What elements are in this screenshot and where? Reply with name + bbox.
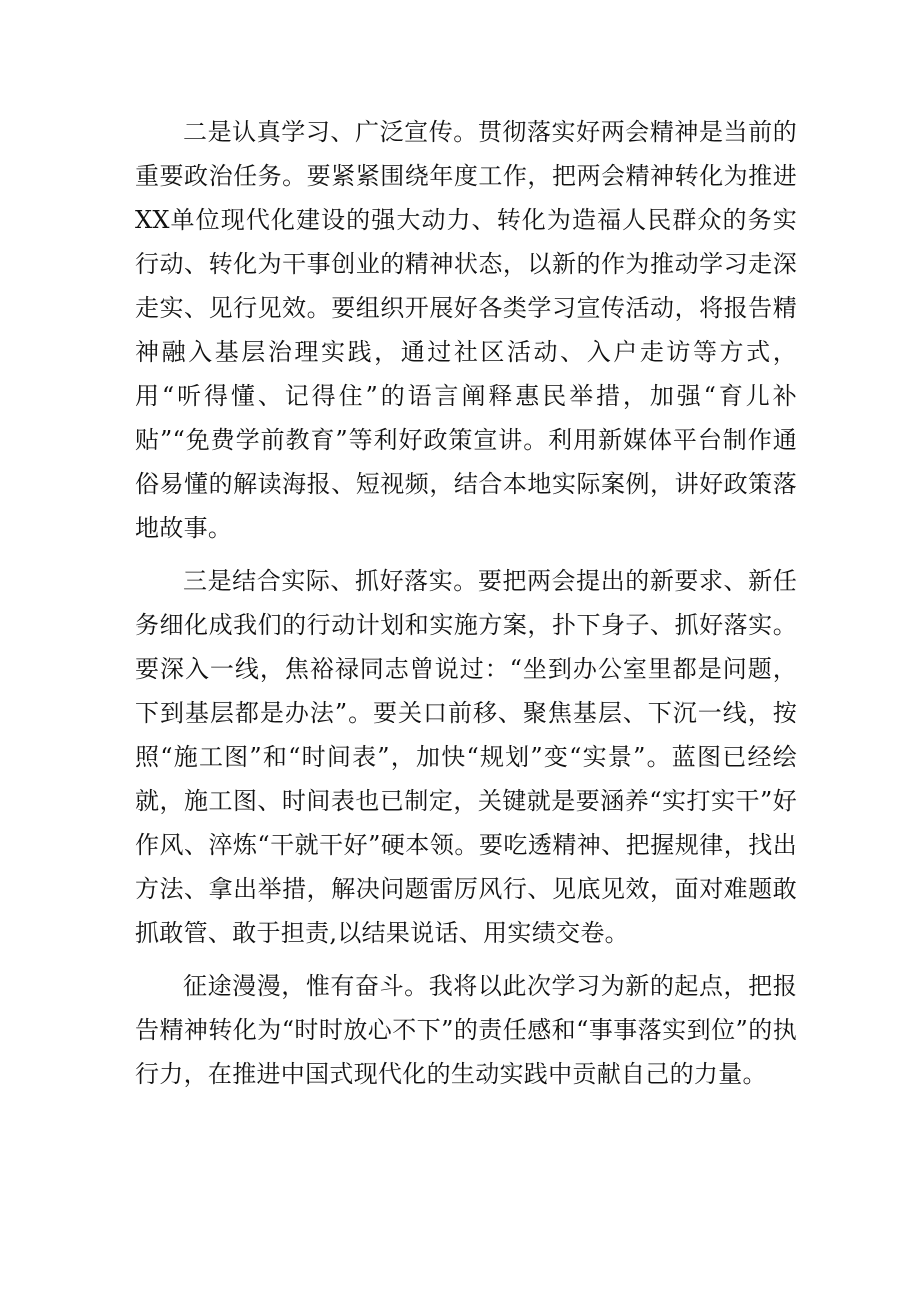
document-body bbox=[135, 110, 797, 1105]
paragraph-conclusion: 征途漫漫，惟有奋斗。我将以此次学习为新的起点，把报告精神转化为“时时放心不下”的责任感和“事事落实到位”的执行力，在推进中国式现代化的生动实践中贡献自己的力量。 bbox=[135, 972, 797, 1088]
paragraph-implement: 三是结合实际、抓好落实。要把两会提出的新要求、新任务细化成我们的行动计划和实施方案，扑下身子、抓好落实。要深入一线，焦裕禄同志曾说过：“坐到办公室里都是问题，下到基层都是办法”。要关口前移、聚焦基层、下沉一线，按照“施工图”和“时间表”，加快“规划”变“实景”。蓝图已经绘就，施工图、时间表也已制定，关键就是要涵养“实打实干”好作风、淬炼“干就干好”硬本领。要吃透精神、把握规律，找出方法、拿出举措，解决问题雷厉风行、见底见效，面对难题敢抓敢管、敢于担责,以结果说话、用实绩交卷。 bbox=[135, 567, 797, 947]
paragraph-study-publicize: 二是认真学习、广泛宣传。贯彻落实好两会精神是当前的重要政治任务。要紧紧围绕年度工作，把两会精神转化为推进XX单位现代化建设的强大动力、转化为造福人民群众的务实行动、转化为干事创业的精神状态，以新的作为推动学习走深走实、见行见效。要组织开展好各类学习宣传活动，将报告精神融入基层治理实践，通过社区活动、入户走访等方式，用“听得懂、记得住”的语言阐释惠民举措，加强“育儿补贴”“免费学前教育”等利好政策宣讲。利用新媒体平台制作通俗易懂的解读海报、短视频，结合本地实际案例，讲好政策落地故事。 bbox=[135, 118, 797, 542]
